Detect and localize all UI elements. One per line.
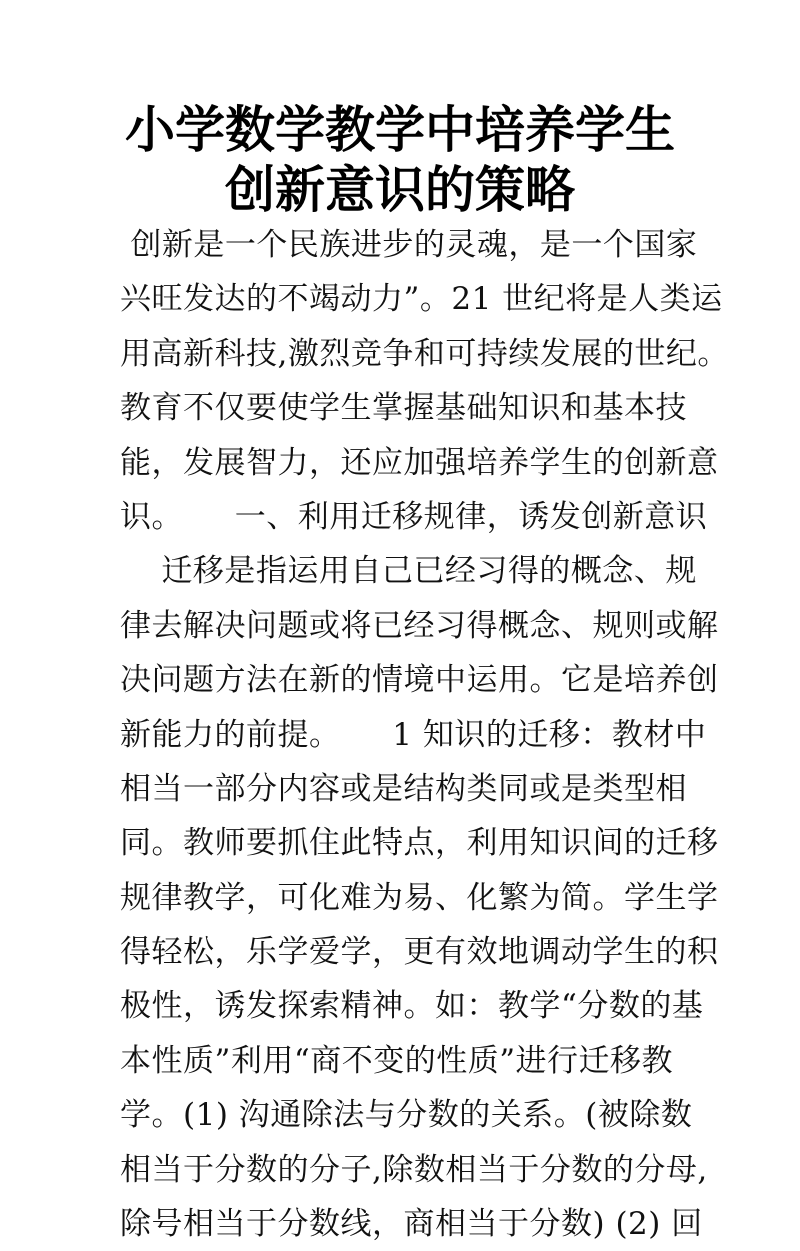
body-line: 创新是一个民族进步的灵魂，是一个国家: [120, 227, 698, 263]
body-line: 决问题方法在新的情境中运用。它是培养创: [120, 662, 719, 699]
body-line: 教育不仅要使学生掌握基础知识和基本技: [120, 390, 687, 427]
body-line: 能，发展智力，还应加强培养学生的创新意: [120, 444, 719, 481]
body-line: 除号相当于分数线，商相当于分数) (2) 回: [120, 1206, 703, 1243]
body-line: 得轻松，乐学爱学，更有效地调动学生的积: [120, 934, 719, 971]
body-line: 规律教学，可化难为易、化繁为简。学生学: [120, 879, 719, 916]
document-body: [120, 218, 729, 1251]
body-line: 新能力的前提。 1 知识的迁移：教材中: [120, 716, 707, 753]
body-line: 用高新科技,激烈竞争和可持续发展的世纪。: [120, 335, 729, 372]
body-line: 本性质”利用“商不变的性质”进行迁移教: [120, 1042, 674, 1079]
body-line: 迁移是指运用自己已经习得的概念、规: [120, 553, 697, 590]
body-line: 律去解决问题或将已经习得概念、规则或解: [120, 607, 719, 644]
body-line: 相当于分数的分子,除数相当于分数的分母,: [120, 1151, 708, 1188]
body-line: 兴旺发达的不竭动力”。21 世纪将是人类运: [120, 281, 723, 318]
body-line: 识。 一、利用迁移规律，诱发创新意识: [120, 498, 708, 535]
document-title-line-2: 创新意识的策略: [225, 160, 575, 219]
body-line: 学。(1) 沟通除法与分数的关系。(被除数: [120, 1097, 693, 1134]
body-line: 同。教师要抓住此特点，利用知识间的迁移: [120, 825, 719, 862]
body-line: 极性，诱发探索精神。如：教学“分数的基: [120, 988, 704, 1025]
body-line: 相当一部分内容或是结构类同或是类型相: [120, 770, 687, 807]
document-title-line-1: 小学数学教学中培养学生: [125, 100, 675, 159]
